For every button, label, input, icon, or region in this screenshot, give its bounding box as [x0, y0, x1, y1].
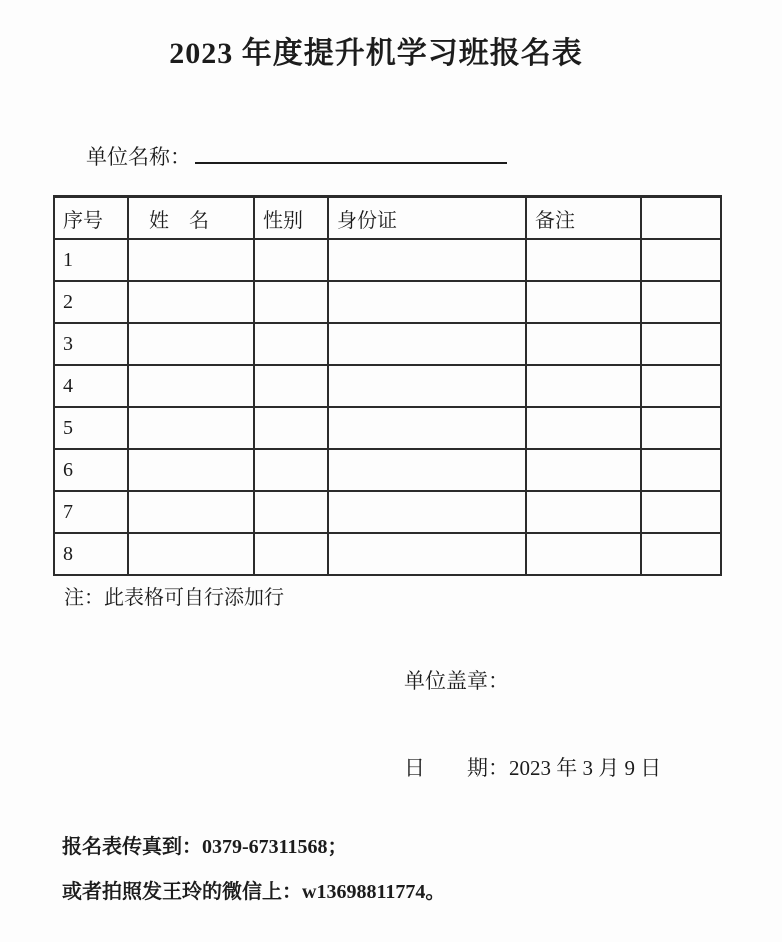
row-number-cell: 5: [54, 407, 128, 449]
table-cell: [128, 407, 254, 449]
table-cell: [328, 281, 526, 323]
signup-table: [53, 195, 722, 576]
table-row: [54, 491, 721, 533]
table-header-cell: 身份证: [328, 197, 526, 240]
table-cell: [641, 491, 721, 533]
row-number-cell: 3: [54, 323, 128, 365]
unit-name-blank-underline: [195, 142, 507, 164]
table-cell: [641, 365, 721, 407]
table-cell: [254, 365, 328, 407]
table-header-cell: 性别: [254, 197, 328, 240]
row-number-cell: 7: [54, 491, 128, 533]
row-number-cell: 8: [54, 533, 128, 575]
table-cell: [328, 323, 526, 365]
row-number-cell: 4: [54, 365, 128, 407]
table-cell: [526, 491, 641, 533]
table-row: [54, 533, 721, 575]
table-cell: [526, 323, 641, 365]
table-cell: [254, 281, 328, 323]
table-cell: [254, 239, 328, 281]
table-cell: [254, 407, 328, 449]
table-cell: [328, 239, 526, 281]
page-title: 2023 年度提升机学习班报名表: [169, 37, 583, 70]
wechat-contact-line: 或者拍照发王玲的微信上：w13698811774。: [62, 881, 446, 903]
table-row: [54, 407, 721, 449]
table-cell: [128, 365, 254, 407]
table-cell: [526, 407, 641, 449]
table-row: [54, 449, 721, 491]
table-header-row: [54, 197, 721, 240]
table-cell: [641, 239, 721, 281]
table-cell: [328, 491, 526, 533]
date-line: 日 期：2023 年 3 月 9 日: [404, 756, 662, 780]
table-row: [54, 239, 721, 281]
table-cell: [254, 323, 328, 365]
table-cell: [526, 239, 641, 281]
table-cell: [128, 239, 254, 281]
table-cell: [128, 323, 254, 365]
table-cell: [526, 449, 641, 491]
table-cell: [128, 491, 254, 533]
table-body: [54, 239, 721, 575]
row-number-cell: 2: [54, 281, 128, 323]
table-cell: [526, 281, 641, 323]
table-cell: [641, 533, 721, 575]
table-row: [54, 281, 721, 323]
unit-name-line: [65, 116, 507, 196]
table-cell: [641, 323, 721, 365]
unit-name-label: 单位名称：: [86, 145, 191, 169]
table-cell: [328, 449, 526, 491]
table-cell: [254, 533, 328, 575]
table-cell: [641, 449, 721, 491]
table-cell: [128, 281, 254, 323]
table-note: 注：此表格可自行添加行: [64, 587, 284, 609]
table-cell: [128, 533, 254, 575]
table-cell: [526, 533, 641, 575]
table-row: [54, 365, 721, 407]
table-cell: [254, 491, 328, 533]
table-head: [54, 197, 721, 240]
table-cell: [641, 407, 721, 449]
fax-contact-line: 报名表传真到：0379-67311568；: [62, 836, 348, 858]
table-cell: [254, 449, 328, 491]
table-header-cell: 备注: [526, 197, 641, 240]
table-cell: [328, 407, 526, 449]
unit-stamp-label: 单位盖章：: [404, 669, 509, 693]
table-header-cell: 姓 名: [128, 197, 254, 240]
row-number-cell: 1: [54, 239, 128, 281]
row-number-cell: 6: [54, 449, 128, 491]
table-cell: [328, 365, 526, 407]
table-cell: [641, 281, 721, 323]
table-cell: [526, 365, 641, 407]
table-cell: [328, 533, 526, 575]
table-header-cell: [641, 197, 721, 240]
table-row: [54, 323, 721, 365]
table-header-cell: 序号: [54, 197, 128, 240]
table-cell: [128, 449, 254, 491]
